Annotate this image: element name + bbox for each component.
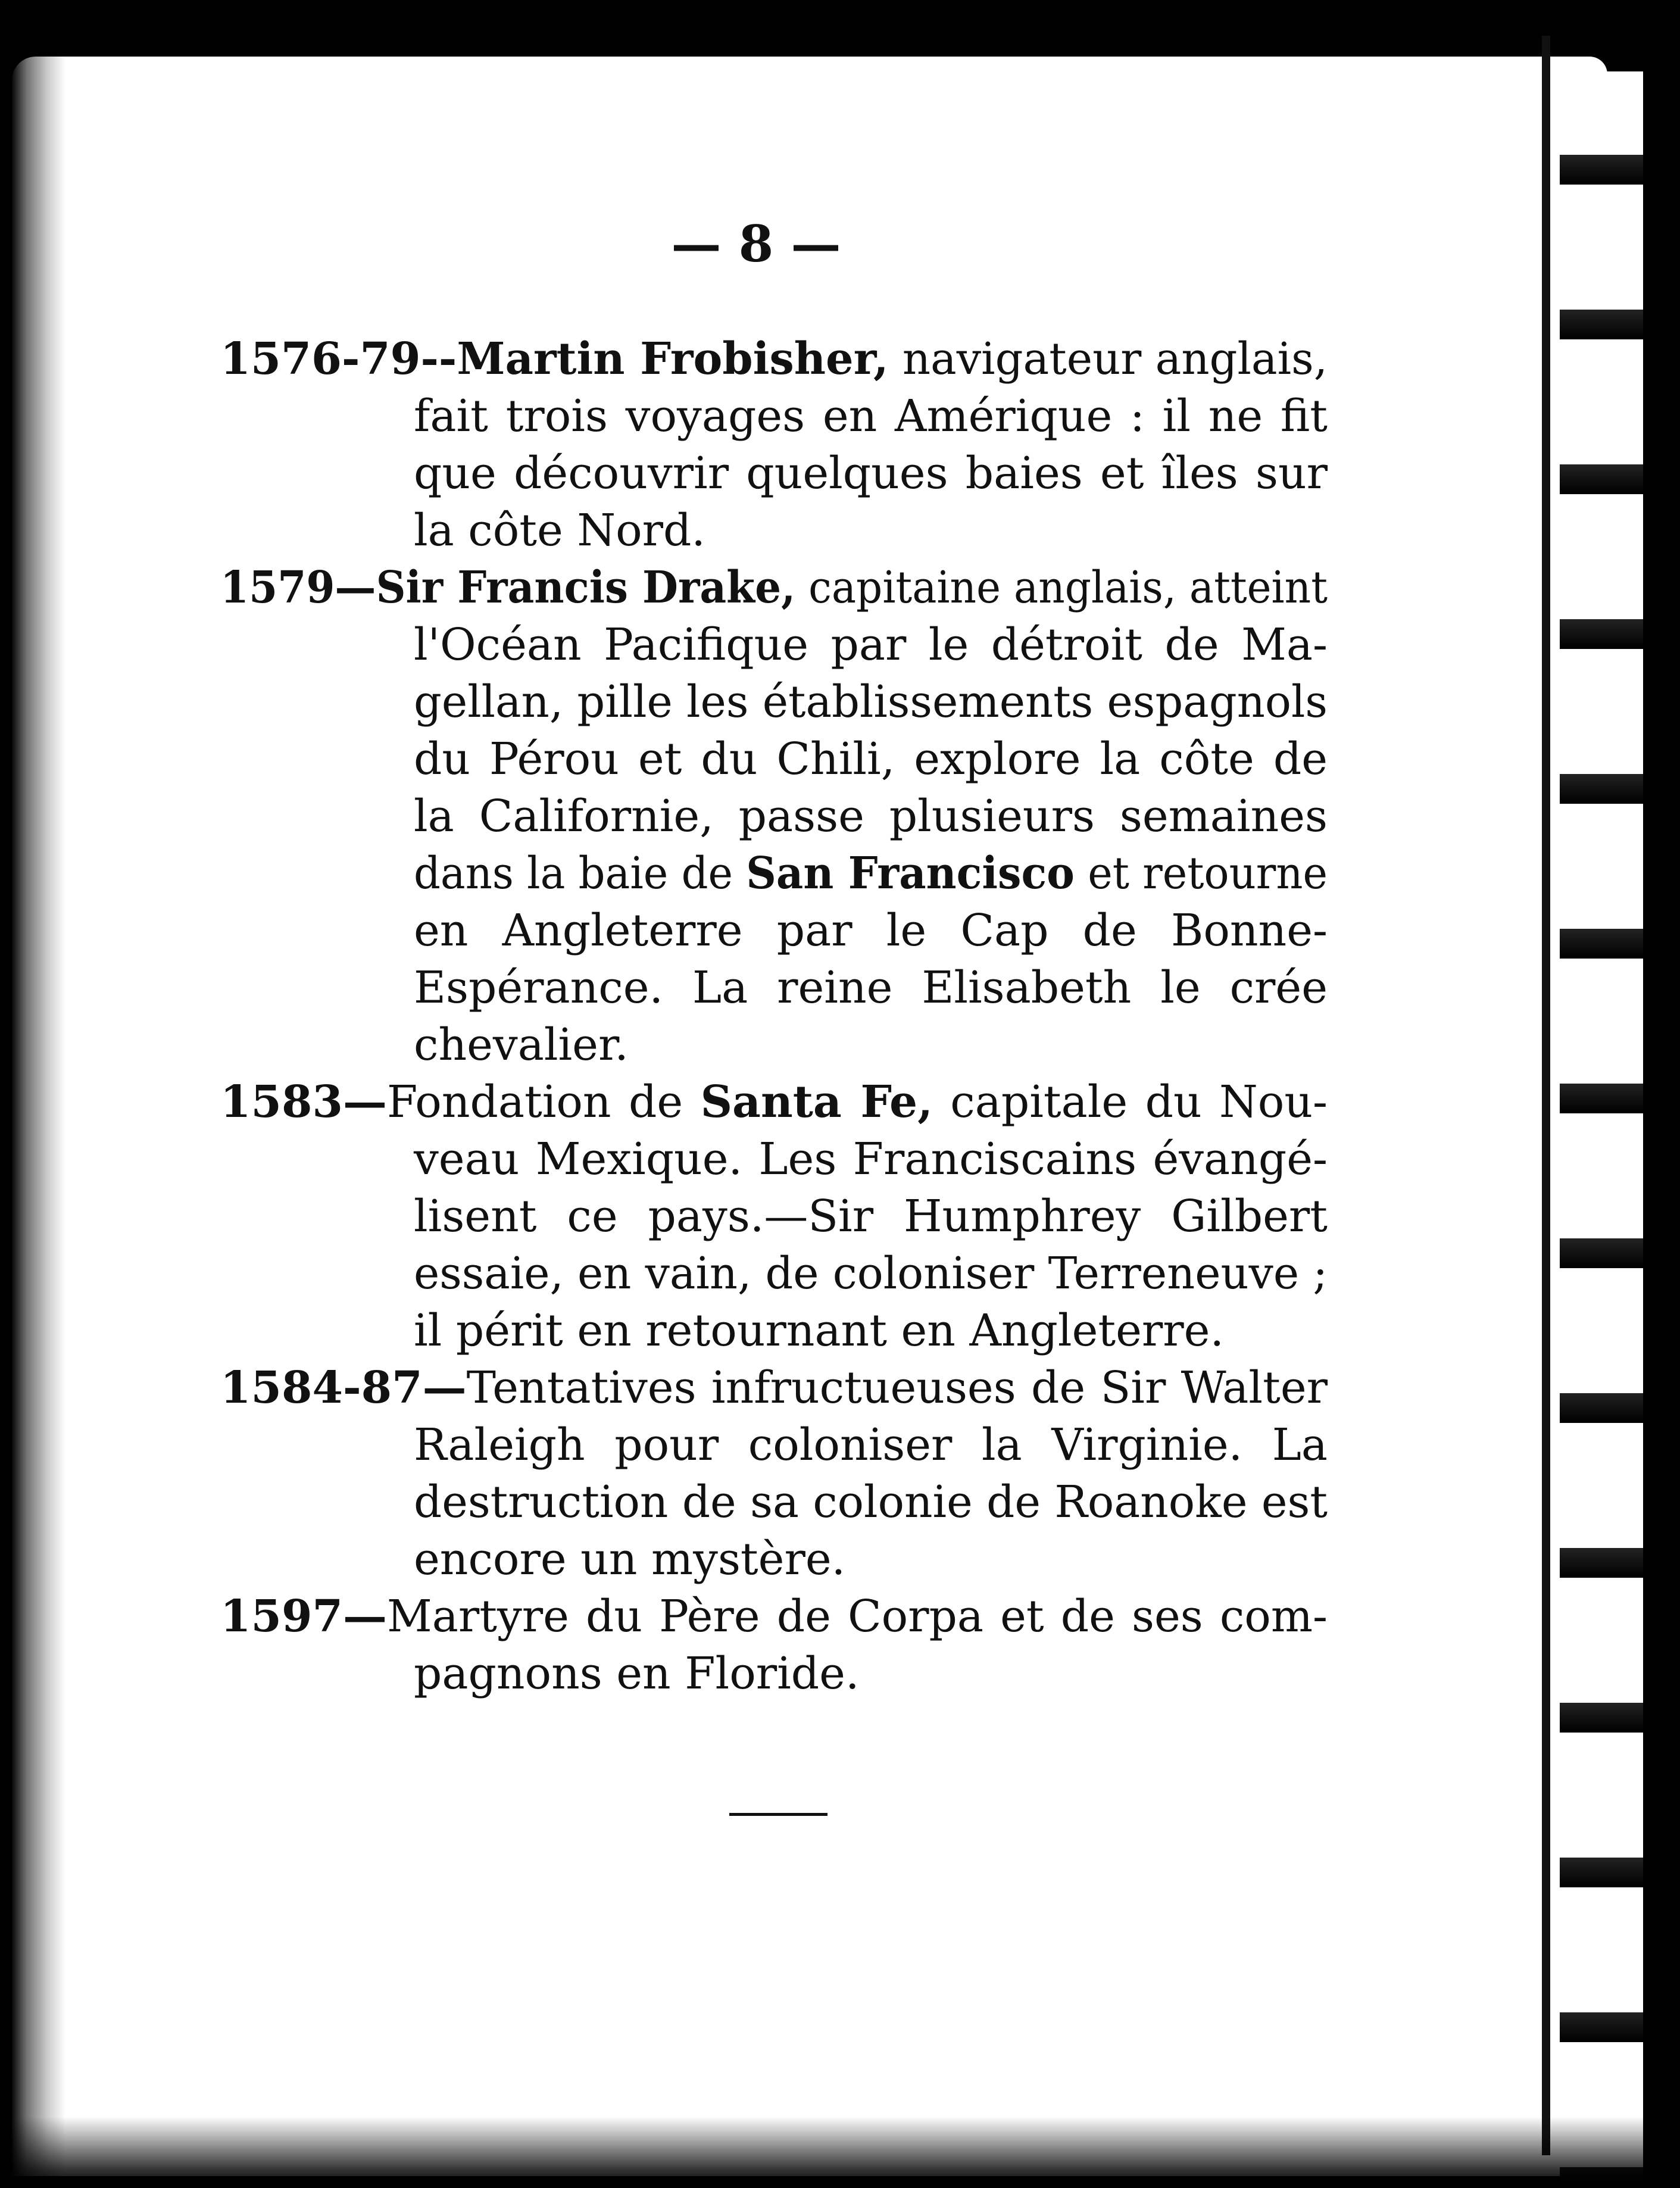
text-line (220, 502, 1328, 559)
text-line (220, 330, 1328, 388)
chronology-text (220, 330, 1328, 1702)
text-run: du Pérou et du Chili, explore la côte de (414, 734, 1328, 785)
text-run: fait trois voyages en Amérique : il ne fit (414, 391, 1328, 442)
text-run: Martyre du Père de Corpa et de ses com- (386, 1591, 1328, 1642)
text-run: chevalier. (414, 1019, 629, 1070)
text-line (220, 445, 1328, 502)
text-line (220, 1359, 1328, 1416)
text-line (220, 902, 1328, 959)
text-line (220, 1588, 1328, 1645)
text-run: capitale du Nou- (932, 1076, 1328, 1128)
text-line (220, 1302, 1328, 1359)
text-run: Fondation de (386, 1076, 701, 1128)
line-text (414, 388, 1328, 445)
text-run: capitaine anglais, atteint (795, 562, 1328, 613)
text-line (220, 388, 1328, 445)
text-line (220, 845, 1328, 902)
text-run: la côte Nord. (414, 505, 705, 556)
bold-term: Santa Fe, (700, 1076, 933, 1128)
text-line (220, 788, 1328, 845)
text-line (220, 1073, 1328, 1131)
text-run: encore un mystère. (414, 1534, 846, 1585)
text-line (220, 1016, 1328, 1073)
line-text (414, 1016, 629, 1073)
text-line (220, 1645, 1328, 1702)
chronology-entry (220, 1073, 1328, 1359)
text-line (220, 1188, 1328, 1245)
scan-bottom-edge (0, 2117, 1680, 2188)
entry-year: 1579— (220, 562, 376, 613)
end-rule (729, 1813, 827, 1816)
text-line (220, 1131, 1328, 1188)
text-line (220, 559, 1328, 616)
line-text (414, 731, 1328, 788)
line-text (414, 902, 1328, 959)
line-text (220, 559, 1328, 616)
scan-left-edge (0, 0, 65, 2188)
text-run: l'Océan Pacifique par le détroit de Ma- (414, 619, 1328, 670)
text-line (220, 1416, 1328, 1474)
line-text (414, 616, 1328, 673)
chronology-entry (220, 1588, 1328, 1702)
line-text (414, 445, 1328, 502)
line-text (414, 1416, 1328, 1474)
page-number: — 8 — (671, 214, 841, 273)
text-run: veau Mexique. Les Franciscains évangé- (414, 1134, 1328, 1185)
text-line (220, 673, 1328, 731)
bold-term: San Francisco (746, 848, 1075, 899)
line-text (220, 1073, 1328, 1131)
line-text (414, 845, 1328, 902)
line-text (414, 1531, 845, 1588)
line-text (220, 330, 1328, 388)
entry-year: 1584-87— (220, 1362, 467, 1413)
text-run: gellan, pille les établissements espagnols (414, 676, 1328, 728)
chronology-entry (220, 1359, 1328, 1588)
entry-year: 1583— (220, 1076, 387, 1128)
line-text (220, 1359, 1328, 1416)
text-run: Tentatives infructueuses de Sir Walter (466, 1362, 1328, 1413)
text-run: destruction de sa colonie de Roanoke est (414, 1477, 1328, 1528)
line-text (414, 1302, 1224, 1359)
text-line (220, 1474, 1328, 1531)
line-text (414, 959, 1328, 1016)
entry-year: 1597— (220, 1591, 387, 1642)
scan-top-border (0, 0, 1680, 65)
line-text (414, 673, 1328, 731)
line-text (220, 1588, 1328, 1645)
text-run: lisent ce pays.—Sir Humphrey Gilbert (414, 1191, 1328, 1242)
bold-term: Sir Francis Drake, (376, 562, 796, 613)
text-run: Raleigh pour coloniser la Virginie. La (414, 1419, 1328, 1471)
text-run: navigateur anglais, (888, 333, 1328, 385)
line-text (414, 502, 705, 559)
line-text (414, 1645, 860, 1702)
text-run: et retourne (1074, 848, 1328, 899)
line-text (414, 1474, 1328, 1531)
bold-term: Martin Frobisher, (457, 333, 889, 385)
text-line (220, 616, 1328, 673)
scan-right-border (1643, 0, 1680, 2188)
text-run: Espérance. La reine Elisabeth le crée (414, 962, 1328, 1013)
chronology-entry (220, 330, 1328, 559)
text-line (220, 1531, 1328, 1588)
text-line (220, 1245, 1328, 1302)
line-text (414, 1188, 1328, 1245)
text-run: pagnons en Floride. (414, 1648, 860, 1699)
line-text (414, 788, 1328, 845)
text-line (220, 731, 1328, 788)
text-run: que découvrir quelques baies et îles sur (414, 448, 1328, 499)
text-run: il périt en retournant en Angleterre. (414, 1305, 1224, 1356)
entry-year: 1576-79-- (220, 333, 457, 385)
text-run: la Californie, passe plusieurs semaines (414, 791, 1328, 842)
text-run: en Angleterre par le Cap de Bonne- (414, 905, 1328, 956)
chronology-entry (220, 559, 1328, 1073)
line-text (414, 1131, 1328, 1188)
text-line (220, 959, 1328, 1016)
text-run: essaie, en vain, de coloniser Terreneuve ; (414, 1248, 1328, 1299)
text-run: dans la baie de (414, 848, 747, 899)
page-fold-line (1542, 36, 1550, 2155)
line-text (414, 1245, 1328, 1302)
